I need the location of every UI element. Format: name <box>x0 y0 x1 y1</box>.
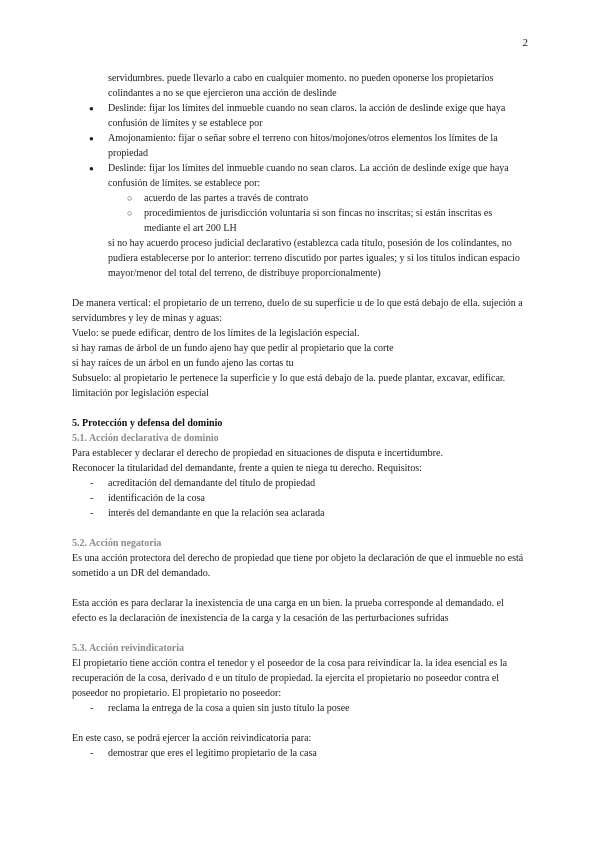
section-heading: 5. Protección y defensa del dominio <box>72 418 223 429</box>
paragraph: En este caso, se podrá ejercer la acción reivindicatoria para: <box>72 733 312 744</box>
paragraph: De manera vertical: el propietario de un terreno, duelo de su superficie u de lo que está debajo de ella. sujeción a servidumbres y ley de minas y aguas: <box>72 298 523 324</box>
reivindicatoria-list <box>72 701 528 716</box>
reivindicatoria-purpose-list <box>72 746 528 761</box>
paragraph: El propietario tiene acción contra el tenedor y el poseedor de la cosa para reivindicar la. la idea esencial es la recuperación de la cosa, derivado d e un título de propiedad. la ejercita el propietario no poseedor contra el poseedor no propietario. El propietario no poseedor: <box>72 658 508 699</box>
list-item: - demostrar que eres el legítimo propietario de la casa <box>72 746 528 761</box>
list-item: ● Amojonamiento: fijar o señar sobre el terreno con hitos/mojones/otros elementos los límites de la propiedad <box>72 131 528 161</box>
paragraph: Subsuelo: al propietario le pertenece la superficie y lo que está debajo de la. puede plantar, excavar, edificar. limitación por legislación especial <box>72 373 506 399</box>
list-item: ● Deslinde: fijar los límites del inmueble cuando no sean claros. la acción de deslinde exige que haya confusión de límites y se establece por <box>72 101 528 131</box>
subsection-heading: 5.3. Acción reivindicatoria <box>72 643 185 654</box>
paragraph: Para establecer y declarar el derecho de propiedad en situaciones de disputa e incertidumbre. <box>72 448 443 459</box>
paragraph: Es una acción protectora del derecho de propiedad que tiene por objeto la declaración de que el inmueble no está sometido a un DR del demandado. <box>72 553 524 579</box>
document-body <box>72 71 528 761</box>
list-item: ○ acuerdo de las partes a través de contrato <box>72 191 528 206</box>
deslinde-sub-bullets <box>72 191 528 236</box>
list-item: - acreditación del demandante del título de propiedad <box>72 476 528 491</box>
bullet-continuation: si no hay acuerdo proceso judicial declarativo (establezca cada título, posesión de los colindantes, no pudiera establecerse por lo anterior: terreno discutido por partes iguales; y si los títulos indican espacio mayor/menor del total del terreno, de distribuye proporcionalmente) <box>108 238 520 279</box>
subsection-heading: 5.2. Acción negatoria <box>72 538 162 549</box>
list-item: - identificación de la cosa <box>72 491 528 506</box>
paragraph: Reconocer la titularidad del demandante, frente a quien te niega tu derecho. Requisitos: <box>72 463 422 474</box>
deslinde-bullets <box>72 101 528 191</box>
paragraph: si hay raíces de un árbol en un fundo ajeno las cortas tu <box>72 358 294 369</box>
list-item: ○ procedimientos de jurisdicción voluntaria si son fincas no inscritas; si están inscritas es mediante el art 200 LH <box>72 206 528 236</box>
intro-continuation: servidumbres. puede llevarlo a cabo en cualquier momento. no pueden oponerse los propietarios colindantes a no se que ejercieron una acción de deslinde <box>108 73 494 99</box>
paragraph: Vuelo: se puede edificar, dentro de los límites de la legislación especial. <box>72 328 360 339</box>
requirements-list <box>72 476 528 521</box>
paragraph: Esta acción es para declarar la inexistencia de una carga en un bien. la prueba corresponde al demandado. el efecto es la declaración de inexistencia de la carga y la cesación de las perturbaciones sufridas <box>72 598 504 624</box>
list-item: ● Deslinde: fijar los límites del inmueble cuando no sean claros. La acción de deslinde exige que haya confusión de límites. se establece por: <box>72 161 528 191</box>
subsection-heading: 5.1. Acción declarativa de dominio <box>72 433 219 444</box>
page-number: 2 <box>522 37 528 49</box>
paragraph: si hay ramas de árbol de un fundo ajeno hay que pedir al propietario que la corte <box>72 343 394 354</box>
list-item: - interés del demandante en que la relación sea aclarada <box>72 506 528 521</box>
list-item: - reclama la entrega de la cosa a quien sin justo título la posee <box>72 701 528 716</box>
